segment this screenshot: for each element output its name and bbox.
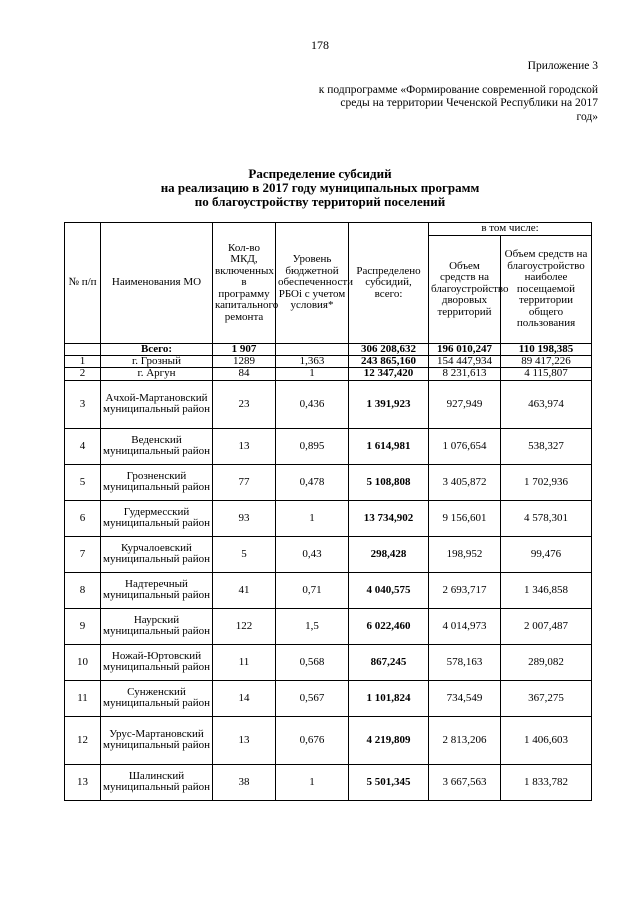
cell-level: 1,363 xyxy=(276,356,349,368)
cell-distributed: 298,428 xyxy=(349,536,429,572)
cell-num: 13 xyxy=(65,764,101,800)
cell-mkd: 13 xyxy=(213,428,276,464)
cell-mkd: 93 xyxy=(213,500,276,536)
cell-name: Грозненский муниципальный район xyxy=(101,464,213,500)
header-num: № п/п xyxy=(65,223,101,344)
appendix-block xyxy=(318,60,598,124)
cell-num: 1 xyxy=(65,356,101,368)
cell-name: Урус-Мартановский муниципальный район xyxy=(101,716,213,764)
header-mkd: Кол-во МКД, включенных в программу капитального ремонта xyxy=(213,223,276,344)
cell-distributed: 5 108,808 xyxy=(349,464,429,500)
cell-num: 11 xyxy=(65,680,101,716)
cell-mkd: 23 xyxy=(213,380,276,428)
cell-name: г. Аргун xyxy=(101,368,213,380)
cell-distributed: 13 734,902 xyxy=(349,500,429,536)
cell-public: 2 007,487 xyxy=(501,608,592,644)
cell-mkd: 5 xyxy=(213,536,276,572)
table-row xyxy=(65,356,592,368)
cell-name: Ачхой-Мартановский муниципальный район xyxy=(101,380,213,428)
cell-mkd: 38 xyxy=(213,764,276,800)
cell-level: 1 xyxy=(276,500,349,536)
cell-mkd: 84 xyxy=(213,368,276,380)
total-level xyxy=(276,344,349,356)
cell-yard: 8 231,613 xyxy=(429,368,501,380)
cell-distributed: 1 101,824 xyxy=(349,680,429,716)
cell-mkd: 14 xyxy=(213,680,276,716)
cell-public: 4 578,301 xyxy=(501,500,592,536)
cell-name: Сунженский муниципальный район xyxy=(101,680,213,716)
subsidy-table xyxy=(64,222,592,801)
cell-distributed: 867,245 xyxy=(349,644,429,680)
cell-yard: 2 813,206 xyxy=(429,716,501,764)
cell-public: 367,275 xyxy=(501,680,592,716)
table-row xyxy=(65,680,592,716)
title-line-2: на реализацию в 2017 году муниципальных программ xyxy=(160,180,480,195)
cell-mkd: 122 xyxy=(213,608,276,644)
cell-level: 0,478 xyxy=(276,464,349,500)
table-row xyxy=(65,716,592,764)
cell-level: 1,5 xyxy=(276,608,349,644)
cell-num: 7 xyxy=(65,536,101,572)
cell-mkd: 41 xyxy=(213,572,276,608)
header-level: Уровень бюджетной обеспеченности РБОi с учетом условия* xyxy=(276,223,349,344)
cell-yard: 2 693,717 xyxy=(429,572,501,608)
page-number: 178 xyxy=(311,38,329,52)
table-row xyxy=(65,572,592,608)
total-row xyxy=(65,344,592,356)
total-public: 110 198,385 xyxy=(501,344,592,356)
cell-yard: 3 667,563 xyxy=(429,764,501,800)
appendix-reference: к подпрограмме «Формирование современной городской среды на территории Чеченской Республики на 2017 год» xyxy=(318,83,598,123)
cell-num: 10 xyxy=(65,644,101,680)
cell-distributed: 12 347,420 xyxy=(349,368,429,380)
cell-yard: 3 405,872 xyxy=(429,464,501,500)
cell-mkd: 13 xyxy=(213,716,276,764)
cell-num: 3 xyxy=(65,380,101,428)
cell-public: 463,974 xyxy=(501,380,592,428)
cell-public: 1 702,936 xyxy=(501,464,592,500)
header-yard: Объем средств на благоустройство дворовых территорий xyxy=(429,235,501,344)
cell-mkd: 11 xyxy=(213,644,276,680)
cell-distributed: 6 022,460 xyxy=(349,608,429,644)
title-line-1: Распределение субсидий xyxy=(248,166,392,181)
cell-public: 99,476 xyxy=(501,536,592,572)
cell-public: 1 346,858 xyxy=(501,572,592,608)
cell-yard: 1 076,654 xyxy=(429,428,501,464)
cell-distributed: 4 219,809 xyxy=(349,716,429,764)
cell-public: 1 406,603 xyxy=(501,716,592,764)
table-row xyxy=(65,380,592,428)
cell-yard: 734,549 xyxy=(429,680,501,716)
table-row xyxy=(65,428,592,464)
cell-mkd: 1289 xyxy=(213,356,276,368)
table-row xyxy=(65,464,592,500)
table-body xyxy=(65,344,592,801)
table-header xyxy=(65,223,592,344)
cell-num: 12 xyxy=(65,716,101,764)
header-name: Наименования МО xyxy=(101,223,213,344)
cell-level: 0,71 xyxy=(276,572,349,608)
cell-name: г. Грозный xyxy=(101,356,213,368)
cell-num: 5 xyxy=(65,464,101,500)
cell-num: 8 xyxy=(65,572,101,608)
table-row xyxy=(65,368,592,380)
table-row xyxy=(65,644,592,680)
cell-num: 2 xyxy=(65,368,101,380)
cell-level: 1 xyxy=(276,368,349,380)
table-row xyxy=(65,764,592,800)
cell-level: 0,43 xyxy=(276,536,349,572)
cell-yard: 4 014,973 xyxy=(429,608,501,644)
cell-distributed: 243 865,160 xyxy=(349,356,429,368)
title-line-3: по благоустройству территорий поселений xyxy=(194,194,446,209)
cell-level: 0,676 xyxy=(276,716,349,764)
cell-yard: 927,949 xyxy=(429,380,501,428)
document-title xyxy=(0,167,640,209)
cell-num: 4 xyxy=(65,428,101,464)
cell-num: 6 xyxy=(65,500,101,536)
cell-yard: 578,163 xyxy=(429,644,501,680)
total-mkd: 1 907 xyxy=(213,344,276,356)
cell-level: 0,568 xyxy=(276,644,349,680)
cell-distributed: 1 391,923 xyxy=(349,380,429,428)
cell-name: Надтеречный муниципальный район xyxy=(101,572,213,608)
cell-public: 1 833,782 xyxy=(501,764,592,800)
cell-name: Наурский муниципальный район xyxy=(101,608,213,644)
cell-distributed: 5 501,345 xyxy=(349,764,429,800)
cell-name: Веденский муниципальный район xyxy=(101,428,213,464)
cell-name: Ножай-Юртовский муниципальный район xyxy=(101,644,213,680)
cell-name: Курчалоевский муниципальный район xyxy=(101,536,213,572)
cell-public: 4 115,807 xyxy=(501,368,592,380)
cell-yard: 154 447,934 xyxy=(429,356,501,368)
cell-name: Шалинский муниципальный район xyxy=(101,764,213,800)
cell-level: 0,895 xyxy=(276,428,349,464)
table-row xyxy=(65,536,592,572)
table-row xyxy=(65,500,592,536)
cell-mkd: 77 xyxy=(213,464,276,500)
header-distributed: Распределено субсидий, всего: xyxy=(349,223,429,344)
total-label: Всего: xyxy=(101,344,213,356)
table-row xyxy=(65,608,592,644)
cell-public: 289,082 xyxy=(501,644,592,680)
total-yard: 196 010,247 xyxy=(429,344,501,356)
cell-level: 1 xyxy=(276,764,349,800)
cell-name: Гудермесский муниципальный район xyxy=(101,500,213,536)
total-distributed: 306 208,632 xyxy=(349,344,429,356)
header-including: в том числе: xyxy=(429,223,592,236)
cell-public: 538,327 xyxy=(501,428,592,464)
cell-public: 89 417,226 xyxy=(501,356,592,368)
cell-level: 0,567 xyxy=(276,680,349,716)
cell-yard: 9 156,601 xyxy=(429,500,501,536)
cell-num: 9 xyxy=(65,608,101,644)
cell-yard: 198,952 xyxy=(429,536,501,572)
appendix-label: Приложение 3 xyxy=(527,60,598,72)
cell-distributed: 4 040,575 xyxy=(349,572,429,608)
cell-distributed: 1 614,981 xyxy=(349,428,429,464)
header-public: Объем средств на благоустройство наиболее посещаемой территории общего пользования xyxy=(501,235,592,344)
total-num xyxy=(65,344,101,356)
cell-level: 0,436 xyxy=(276,380,349,428)
